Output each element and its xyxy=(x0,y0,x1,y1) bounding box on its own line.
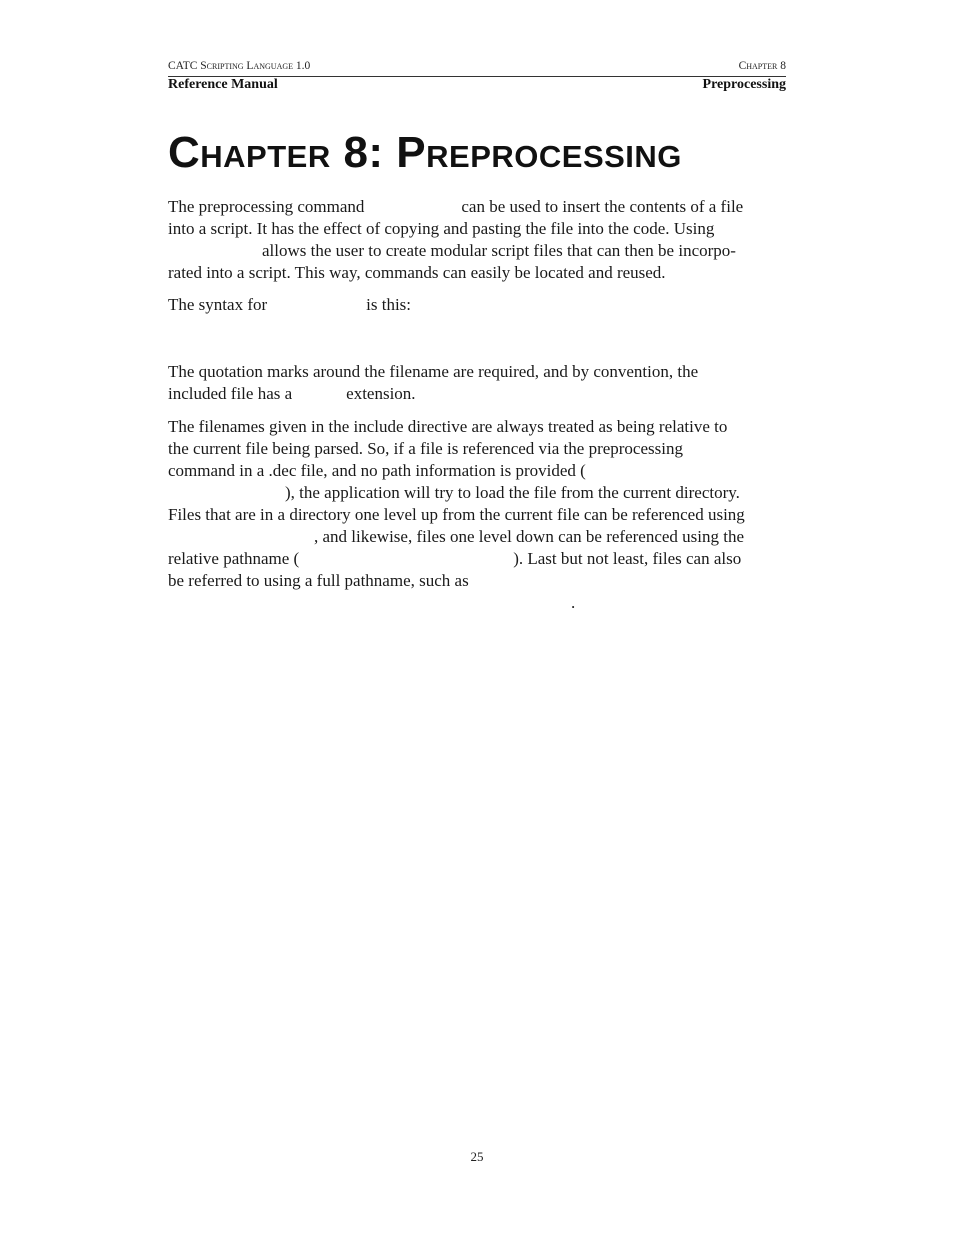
paragraph-syntax xyxy=(168,294,784,316)
filenames-text-7b: ). Last but not least, files can also xyxy=(513,549,742,568)
header-chapter-number: Chapter 8 xyxy=(738,60,786,72)
filenames-text-8: be referred to using a full pathname, such as xyxy=(168,571,469,590)
filenames-text-2: the current file being parsed. So, if a file is referenced via the preprocessing xyxy=(168,439,683,458)
filenames-text-9: . xyxy=(571,593,576,612)
filenames-text-4: ), the application will try to load the file from the current directory. xyxy=(285,483,740,502)
filenames-text-3: command in a .dec file, and no path information is provided ( xyxy=(168,461,586,480)
running-header xyxy=(168,60,786,95)
page-number: 25 xyxy=(470,1149,484,1164)
intro-text-1a: The preprocessing command xyxy=(168,197,365,216)
quotation-text-1: The quotation marks around the filename are required, and by convention, the xyxy=(168,362,699,381)
filenames-text-7a: relative pathname ( xyxy=(168,549,300,568)
intro-text-3: allows the user to create modular script files that can then be incorpo- xyxy=(262,241,736,260)
paragraph-filenames xyxy=(168,416,784,614)
header-chapter-name: Preprocessing xyxy=(702,77,786,92)
paragraph-intro xyxy=(168,196,784,284)
quotation-text-2b: extension. xyxy=(346,384,416,403)
intro-text-1b: can be used to insert the contents of a file xyxy=(461,197,744,216)
header-doc-title: CATC Scripting Language 1.0 xyxy=(168,60,311,72)
filenames-text-1: The filenames given in the include directive are always treated as being relative to xyxy=(168,417,728,436)
chapter-title: Chapter 8: Preprocessing xyxy=(168,128,682,177)
intro-text-4: rated into a script. This way, commands can easily be located and reused. xyxy=(168,263,666,282)
paragraph-quotation xyxy=(168,361,784,405)
syntax-text-a: The syntax for xyxy=(168,295,268,314)
header-manual-name: Reference Manual xyxy=(168,77,278,92)
intro-text-2: into a script. It has the effect of copying and pasting the file into the code. Using xyxy=(168,219,715,238)
filenames-text-6: , and likewise, files one level down can be referenced using the xyxy=(314,527,745,546)
syntax-text-b: is this: xyxy=(366,295,412,314)
filenames-text-5: Files that are in a directory one level up from the current file can be referenced using xyxy=(168,505,745,524)
quotation-text-2a: included file has a xyxy=(168,384,293,403)
